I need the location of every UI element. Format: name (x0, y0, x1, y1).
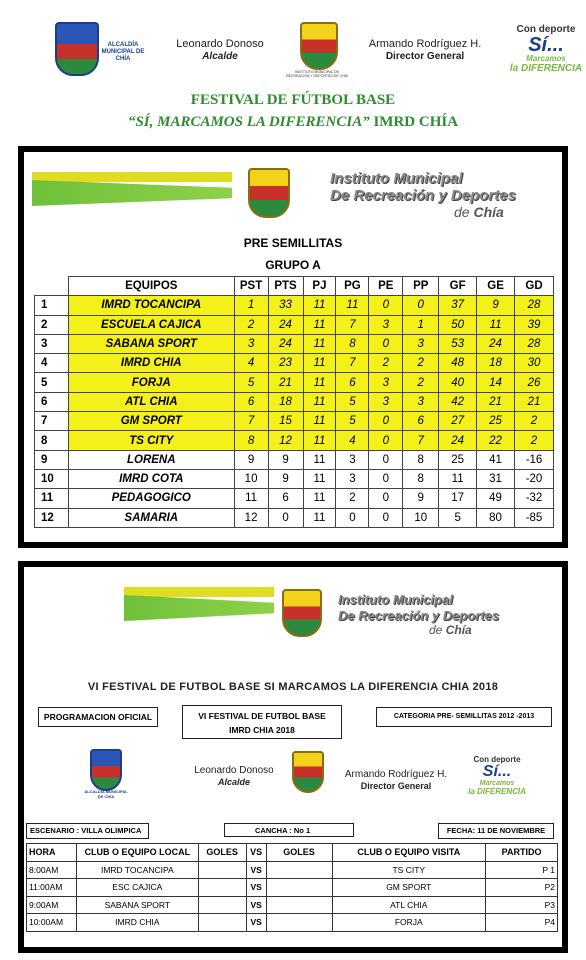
stat-pp: 1 (403, 315, 439, 334)
visit-goals (266, 896, 332, 914)
campaign-bottom: la DIFERENCIA (509, 63, 583, 74)
festival-box-line2: IMRD CHIA 2018 (229, 725, 295, 735)
stat-pg: 4 (336, 431, 369, 450)
stat-ge: 41 (477, 450, 515, 469)
header-pg: PG (336, 277, 369, 296)
local-team: SABANA SPORT (76, 896, 198, 914)
campaign-logo (508, 24, 584, 74)
schedule-director-name: Armando Rodríguez H. (344, 769, 448, 780)
stat-gd: 2 (515, 431, 554, 450)
header-pst: PST (234, 277, 268, 296)
stat-pst: 7 (234, 412, 268, 431)
stat-pe: 0 (369, 431, 403, 450)
team-name: IMRD COTA (68, 469, 234, 488)
schedule-banner-line1: Instituto Municipal (338, 592, 453, 607)
stat-pj: 11 (303, 354, 336, 373)
row-position: 10 (35, 469, 69, 488)
schedule-row (27, 861, 558, 879)
stat-ge: 9 (477, 296, 515, 315)
stat-pg: 0 (336, 508, 369, 527)
stat-pst: 8 (234, 431, 268, 450)
stat-pg: 7 (336, 354, 369, 373)
standings-row (35, 450, 554, 469)
stat-pts: 24 (268, 315, 303, 334)
festival-org: IMRD CHÍA (373, 114, 459, 130)
stat-pp: 7 (403, 431, 439, 450)
schedule-muni-name: ALCALDÍA MUNICIPAL DE CHÍA (84, 789, 128, 799)
row-position: 5 (35, 373, 69, 392)
stat-pe: 0 (369, 296, 403, 315)
match-id: P2 (486, 879, 558, 897)
imrd-shield-icon (300, 22, 338, 70)
banner-imrd-shield-icon (248, 168, 290, 218)
stat-pe: 0 (369, 508, 403, 527)
match-time: 10:00AM (27, 914, 77, 932)
stat-pst: 3 (234, 334, 268, 353)
banner-line1: Instituto Municipal (330, 170, 463, 187)
stat-pp: 2 (403, 354, 439, 373)
standings-row (35, 412, 554, 431)
schedule-campaign-logo (464, 755, 530, 796)
stat-pp: 10 (403, 508, 439, 527)
stat-pp: 3 (403, 334, 439, 353)
campaign-si: Sí... (528, 34, 564, 56)
schedule-table (26, 843, 558, 932)
schedule-campaign-si: Sí... (482, 763, 512, 780)
stat-pj: 11 (303, 450, 336, 469)
standings-row (35, 469, 554, 488)
stat-pp: 8 (403, 469, 439, 488)
vs-label: VS (246, 896, 266, 914)
category-title: PRE SEMILLITAS (243, 236, 343, 250)
standings-row (35, 354, 554, 373)
stat-pts: 9 (268, 450, 303, 469)
header-pts: PTS (268, 277, 303, 296)
team-name: ESCUELA CAJICA (68, 315, 234, 334)
schedule-campaign-bottom: la DIFERENCIA (468, 787, 526, 796)
match-id: P3 (486, 896, 558, 914)
stat-pp: 8 (403, 450, 439, 469)
local-goals (198, 879, 246, 897)
schedule-panel (18, 561, 568, 953)
festival-box-line1: VI FESTIVAL DE FUTBOL BASE (198, 711, 326, 721)
stat-gd: 28 (515, 334, 554, 353)
row-position: 11 (35, 489, 69, 508)
stat-ge: 11 (477, 315, 515, 334)
match-time: 11:00AM (27, 879, 77, 897)
stat-pp: 9 (403, 489, 439, 508)
row-position: 12 (35, 508, 69, 527)
stat-gf: 27 (439, 412, 477, 431)
stat-gf: 40 (439, 373, 477, 392)
date-box: FECHA: 11 DE NOVIEMBRE (438, 823, 554, 839)
sched-header-local: CLUB O EQUIPO LOCAL (76, 844, 198, 862)
stat-pst: 11 (234, 489, 268, 508)
header-pe: PE (369, 277, 403, 296)
program-label: PROGRAMACION OFICIAL (38, 707, 158, 727)
stat-gd: -85 (515, 508, 554, 527)
schedule-row (27, 914, 558, 932)
stat-pst: 2 (234, 315, 268, 334)
stat-gd: 28 (515, 296, 554, 315)
row-position: 7 (35, 412, 69, 431)
stat-ge: 22 (477, 431, 515, 450)
vs-label: VS (246, 879, 266, 897)
stat-gd: 26 (515, 373, 554, 392)
group-title: GRUPO A (265, 258, 321, 272)
mayor-role: Alcalde (202, 51, 238, 62)
standings-row (35, 373, 554, 392)
imrd-small-text: INSTITUTO MUNICIPAL DE RECREACIÓN Y DEPORTES DE CHÍA (286, 70, 348, 78)
team-name: SABANA SPORT (68, 334, 234, 353)
stat-gd: -20 (515, 469, 554, 488)
row-position: 4 (35, 354, 69, 373)
stat-pj: 11 (303, 469, 336, 488)
stat-gf: 48 (439, 354, 477, 373)
stat-gf: 24 (439, 431, 477, 450)
schedule-banner-de: de (429, 623, 443, 637)
stat-gf: 50 (439, 315, 477, 334)
stat-pp: 6 (403, 412, 439, 431)
row-position: 1 (35, 296, 69, 315)
banner-line2: De Recreación y Deportes (330, 187, 516, 204)
stat-pst: 12 (234, 508, 268, 527)
local-team: IMRD CHIA (76, 914, 198, 932)
match-time: 9:00AM (27, 896, 77, 914)
match-id: P4 (486, 914, 558, 932)
header-ge: GE (477, 277, 515, 296)
stat-gf: 25 (439, 450, 477, 469)
stat-pe: 0 (369, 412, 403, 431)
stat-pg: 6 (336, 373, 369, 392)
stat-pp: 0 (403, 296, 439, 315)
stat-ge: 31 (477, 469, 515, 488)
stat-pp: 2 (403, 373, 439, 392)
team-name: LORENA (68, 450, 234, 469)
stat-ge: 25 (477, 412, 515, 431)
visit-goals (266, 914, 332, 932)
stat-pg: 3 (336, 450, 369, 469)
stat-pj: 11 (303, 412, 336, 431)
stat-pts: 23 (268, 354, 303, 373)
team-name: GM SPORT (68, 412, 234, 431)
schedule-director-role: Director General (360, 781, 432, 791)
stat-pst: 6 (234, 392, 268, 411)
schedule-imrd-small-shield-icon (292, 751, 324, 793)
stat-pj: 11 (303, 508, 336, 527)
stat-pts: 15 (268, 412, 303, 431)
festival-title: FESTIVAL DE FÚTBOL BASE (190, 92, 396, 108)
sched-header-vs: VS (246, 844, 266, 862)
stat-pj: 11 (303, 431, 336, 450)
visit-team: TS CITY (332, 861, 486, 879)
standings-row (35, 508, 554, 527)
stat-pe: 2 (369, 354, 403, 373)
stat-pe: 3 (369, 315, 403, 334)
visit-team: FORJA (332, 914, 486, 932)
stat-pts: 9 (268, 469, 303, 488)
schedule-row (27, 896, 558, 914)
festival-box (182, 705, 342, 739)
stat-pj: 11 (303, 334, 336, 353)
stat-ge: 21 (477, 392, 515, 411)
stat-pts: 33 (268, 296, 303, 315)
stat-pj: 11 (303, 315, 336, 334)
stat-pg: 7 (336, 315, 369, 334)
stat-pe: 3 (369, 373, 403, 392)
standings-row (35, 334, 554, 353)
stat-gf: 53 (439, 334, 477, 353)
stat-pst: 4 (234, 354, 268, 373)
director-role: Director General (385, 51, 465, 62)
stat-pj: 11 (303, 489, 336, 508)
stat-gf: 42 (439, 392, 477, 411)
category-box: CATEGORIA PRE- SEMILLITAS 2012 -2013 (376, 707, 552, 727)
visit-goals (266, 861, 332, 879)
stat-pe: 3 (369, 392, 403, 411)
director-name: Armando Rodríguez H. (368, 38, 482, 50)
stat-pp: 3 (403, 392, 439, 411)
sched-header-partido: PARTIDO (486, 844, 558, 862)
stat-gd: 2 (515, 412, 554, 431)
top-header (0, 0, 586, 90)
standings-row (35, 489, 554, 508)
muni-name: ALCALDÍA MUNICIPAL DE CHÍA (101, 42, 145, 62)
local-goals (198, 914, 246, 932)
schedule-row (27, 879, 558, 897)
stat-pts: 24 (268, 334, 303, 353)
stat-pe: 0 (369, 469, 403, 488)
team-name: TS CITY (68, 431, 234, 450)
stat-ge: 24 (477, 334, 515, 353)
stat-gf: 5 (439, 508, 477, 527)
stat-pg: 11 (336, 296, 369, 315)
header-equipos: EQUIPOS (68, 277, 234, 296)
stat-gd: -16 (515, 450, 554, 469)
stat-pe: 0 (369, 489, 403, 508)
stat-pg: 5 (336, 412, 369, 431)
stat-pe: 0 (369, 450, 403, 469)
stat-pg: 3 (336, 469, 369, 488)
match-id: P 1 (486, 861, 558, 879)
local-goals (198, 896, 246, 914)
team-name: ATL CHIA (68, 392, 234, 411)
stat-ge: 49 (477, 489, 515, 508)
schedule-campaign-top: Con deporte (473, 755, 521, 764)
team-name: FORJA (68, 373, 234, 392)
schedule-mayor-role: Alcalde (217, 777, 250, 787)
venue-box: ESCENARIO : VILLA OLIMPICA (26, 823, 149, 839)
header-pp: PP (403, 277, 439, 296)
festival-subtitle (0, 114, 586, 131)
stat-pst: 1 (234, 296, 268, 315)
stat-ge: 14 (477, 373, 515, 392)
row-position: 9 (35, 450, 69, 469)
stat-ge: 18 (477, 354, 515, 373)
mayor-name: Leonardo Donoso (176, 38, 264, 50)
schedule-banner-chia: Chía (445, 623, 472, 637)
team-name: IMRD TOCANCIPA (68, 296, 234, 315)
stat-gf: 11 (439, 469, 477, 488)
stat-pts: 12 (268, 431, 303, 450)
standings-table (34, 276, 554, 528)
stat-pst: 10 (234, 469, 268, 488)
vs-label: VS (246, 861, 266, 879)
stat-pg: 5 (336, 392, 369, 411)
stat-gd: -32 (515, 489, 554, 508)
local-team: IMRD TOCANCIPA (76, 861, 198, 879)
sched-header-goles-local: GOLES (198, 844, 246, 862)
campaign-marcamos: Marcamos (526, 54, 566, 63)
row-position: 2 (35, 315, 69, 334)
header-pj: PJ (303, 277, 336, 296)
local-team: ESC CAJICA (76, 879, 198, 897)
schedule-mayor-name: Leonardo Donoso (194, 765, 274, 776)
stat-pts: 0 (268, 508, 303, 527)
standings-header-row (35, 277, 554, 296)
festival-slogan: “SÍ, MARCAMOS LA DIFERENCIA” (127, 114, 370, 130)
team-name: IMRD CHIA (68, 354, 234, 373)
stat-pj: 11 (303, 373, 336, 392)
row-position: 3 (35, 334, 69, 353)
local-goals (198, 861, 246, 879)
header-gf: GF (439, 277, 477, 296)
stat-gd: 21 (515, 392, 554, 411)
stat-ge: 80 (477, 508, 515, 527)
team-name: SAMARIA (68, 508, 234, 527)
schedule-main-title: VI FESTIVAL DE FUTBOL BASE SI MARCAMOS LA DIFERENCIA CHIA 2018 (87, 681, 499, 693)
schedule-header-row (27, 844, 558, 862)
stat-pts: 18 (268, 392, 303, 411)
row-position: 6 (35, 392, 69, 411)
stat-pts: 6 (268, 489, 303, 508)
muni-shield-icon (55, 22, 99, 76)
stat-gf: 37 (439, 296, 477, 315)
visit-goals (266, 879, 332, 897)
stat-gf: 17 (439, 489, 477, 508)
stat-gd: 30 (515, 354, 554, 373)
banner-stripe (32, 180, 232, 206)
stat-pe: 0 (369, 334, 403, 353)
standings-row (35, 315, 554, 334)
standings-row (35, 296, 554, 315)
standings-panel (18, 146, 568, 548)
match-time: 8:00AM (27, 861, 77, 879)
banner-chia: Chía (473, 204, 504, 220)
stat-pst: 5 (234, 373, 268, 392)
schedule-banner-line2: De Recreación y Deportes (338, 608, 500, 623)
stat-pg: 8 (336, 334, 369, 353)
header-gd: GD (515, 277, 554, 296)
campaign-top: Con deporte (516, 24, 576, 35)
row-position: 8 (35, 431, 69, 450)
stat-pg: 2 (336, 489, 369, 508)
schedule-campaign-marcamos: Marcamos (479, 780, 515, 787)
schedule-muni-shield-icon (90, 749, 122, 791)
team-name: PEDAGOGICO (68, 489, 234, 508)
standings-row (35, 392, 554, 411)
vs-label: VS (246, 914, 266, 932)
stat-pts: 21 (268, 373, 303, 392)
stat-pj: 11 (303, 392, 336, 411)
schedule-imrd-shield-icon (282, 589, 322, 637)
field-box: CANCHA : No 1 (224, 823, 354, 837)
standings-row (35, 431, 554, 450)
sched-header-visit: CLUB O EQUIPO VISITA (332, 844, 486, 862)
visit-team: ATL CHIA (332, 896, 486, 914)
stat-gd: 39 (515, 315, 554, 334)
banner-de: de (454, 204, 470, 220)
schedule-banner-stripe (124, 595, 274, 621)
visit-team: GM SPORT (332, 879, 486, 897)
sched-header-goles-visit: GOLES (266, 844, 332, 862)
stat-pst: 9 (234, 450, 268, 469)
sched-header-hora: HORA (27, 844, 77, 862)
stat-pj: 11 (303, 296, 336, 315)
